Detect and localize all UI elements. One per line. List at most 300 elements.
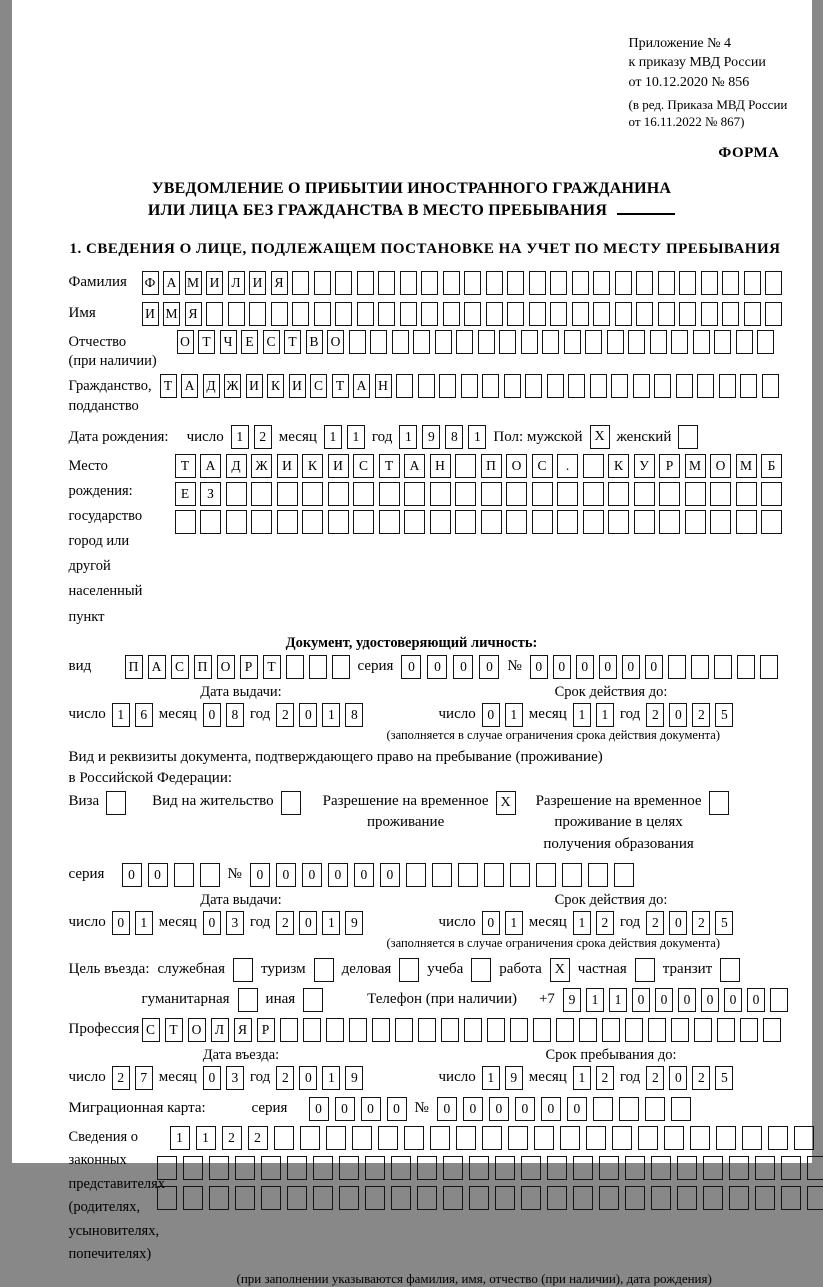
char-cell[interactable]: 1: [609, 988, 627, 1012]
char-cell[interactable]: [484, 863, 504, 887]
char-cell[interactable]: [335, 302, 352, 326]
char-cell[interactable]: [547, 1156, 567, 1180]
char-cell[interactable]: [654, 374, 671, 398]
char-cell[interactable]: [608, 510, 629, 534]
char-cell[interactable]: [455, 454, 476, 478]
char-cell[interactable]: [693, 330, 710, 354]
char-cell[interactable]: 0: [354, 863, 374, 887]
char-cell[interactable]: 8: [445, 425, 463, 449]
char-cell[interactable]: 1: [586, 988, 604, 1012]
char-cell[interactable]: [379, 510, 400, 534]
char-cell[interactable]: [339, 1186, 359, 1210]
char-cell[interactable]: Д: [226, 454, 247, 478]
char-cell[interactable]: 2: [276, 703, 294, 727]
char-cell[interactable]: [532, 510, 553, 534]
char-cell[interactable]: [717, 1018, 735, 1042]
char-cell[interactable]: [506, 482, 527, 506]
char-cell[interactable]: [175, 510, 196, 534]
char-cell[interactable]: У: [634, 454, 655, 478]
char-cell[interactable]: В: [306, 330, 323, 354]
char-cell[interactable]: [183, 1156, 203, 1180]
char-cell[interactable]: [313, 1186, 333, 1210]
char-cell[interactable]: Т: [175, 454, 196, 478]
char-cell[interactable]: [417, 1186, 437, 1210]
char-cell[interactable]: [300, 1126, 320, 1150]
char-cell[interactable]: [481, 510, 502, 534]
char-cell[interactable]: 1: [322, 703, 340, 727]
char-cell[interactable]: [478, 330, 495, 354]
char-cell[interactable]: [648, 1018, 666, 1042]
char-cell[interactable]: [701, 271, 718, 295]
char-cell[interactable]: [671, 330, 688, 354]
char-cell[interactable]: [365, 1156, 385, 1180]
char-cell[interactable]: [636, 271, 653, 295]
char-cell[interactable]: [507, 271, 524, 295]
char-cell[interactable]: О: [710, 454, 731, 478]
char-cell[interactable]: Р: [240, 655, 258, 679]
char-cell[interactable]: 1: [482, 1066, 500, 1090]
char-cell[interactable]: [722, 302, 739, 326]
char-cell[interactable]: [292, 302, 309, 326]
char-cell[interactable]: 1: [112, 703, 130, 727]
purpose-tourism-checkbox[interactable]: [314, 958, 334, 982]
char-cell[interactable]: Н: [430, 454, 451, 478]
char-cell[interactable]: Р: [257, 1018, 275, 1042]
char-cell[interactable]: [590, 374, 607, 398]
char-cell[interactable]: 1: [196, 1126, 216, 1150]
char-cell[interactable]: 0: [427, 655, 447, 679]
char-cell[interactable]: 2: [222, 1126, 242, 1150]
char-cell[interactable]: 2: [276, 1066, 294, 1090]
char-cell[interactable]: Ф: [142, 271, 159, 295]
char-cell[interactable]: [651, 1156, 671, 1180]
char-cell[interactable]: [744, 302, 761, 326]
char-cell[interactable]: 9: [422, 425, 440, 449]
char-cell[interactable]: [464, 1018, 482, 1042]
char-cell[interactable]: [736, 482, 757, 506]
char-cell[interactable]: [521, 1186, 541, 1210]
char-cell[interactable]: [781, 1156, 801, 1180]
char-cell[interactable]: М: [163, 302, 180, 326]
char-cell[interactable]: О: [327, 330, 344, 354]
char-cell[interactable]: Я: [185, 302, 202, 326]
purpose-official-checkbox[interactable]: [233, 958, 253, 982]
char-cell[interactable]: [536, 863, 556, 887]
char-cell[interactable]: [506, 510, 527, 534]
char-cell[interactable]: [277, 510, 298, 534]
char-cell[interactable]: 1: [322, 911, 340, 935]
char-cell[interactable]: [737, 655, 755, 679]
char-cell[interactable]: А: [163, 271, 180, 295]
char-cell[interactable]: [714, 655, 732, 679]
char-cell[interactable]: [634, 482, 655, 506]
char-cell[interactable]: [690, 1126, 710, 1150]
char-cell[interactable]: А: [404, 454, 425, 478]
char-cell[interactable]: [430, 482, 451, 506]
char-cell[interactable]: [765, 302, 782, 326]
char-cell[interactable]: [499, 330, 516, 354]
char-cell[interactable]: [370, 330, 387, 354]
char-cell[interactable]: [353, 510, 374, 534]
char-cell[interactable]: [770, 988, 788, 1012]
char-cell[interactable]: 0: [203, 911, 221, 935]
char-cell[interactable]: [736, 510, 757, 534]
char-cell[interactable]: [744, 271, 761, 295]
char-cell[interactable]: [579, 1018, 597, 1042]
char-cell[interactable]: 0: [299, 911, 317, 935]
char-cell[interactable]: Т: [160, 374, 177, 398]
char-cell[interactable]: 0: [541, 1097, 561, 1121]
char-cell[interactable]: Е: [241, 330, 258, 354]
char-cell[interactable]: [292, 271, 309, 295]
char-cell[interactable]: [443, 1186, 463, 1210]
char-cell[interactable]: [439, 374, 456, 398]
char-cell[interactable]: 0: [655, 988, 673, 1012]
char-cell[interactable]: И: [246, 374, 263, 398]
char-cell[interactable]: 1: [573, 1066, 591, 1090]
char-cell[interactable]: [458, 863, 478, 887]
char-cell[interactable]: А: [148, 655, 166, 679]
char-cell[interactable]: [251, 482, 272, 506]
char-cell[interactable]: 0: [489, 1097, 509, 1121]
char-cell[interactable]: [608, 482, 629, 506]
char-cell[interactable]: [495, 1156, 515, 1180]
char-cell[interactable]: 1: [505, 703, 523, 727]
char-cell[interactable]: 2: [596, 911, 614, 935]
char-cell[interactable]: [504, 374, 521, 398]
char-cell[interactable]: [469, 1156, 489, 1180]
char-cell[interactable]: [507, 302, 524, 326]
char-cell[interactable]: [685, 482, 706, 506]
char-cell[interactable]: [313, 1156, 333, 1180]
char-cell[interactable]: 5: [715, 911, 733, 935]
char-cell[interactable]: [430, 510, 451, 534]
char-cell[interactable]: С: [142, 1018, 160, 1042]
char-cell[interactable]: 0: [678, 988, 696, 1012]
char-cell[interactable]: 7: [135, 1066, 153, 1090]
char-cell[interactable]: [464, 271, 481, 295]
char-cell[interactable]: Л: [228, 271, 245, 295]
char-cell[interactable]: М: [185, 271, 202, 295]
char-cell[interactable]: [209, 1186, 229, 1210]
char-cell[interactable]: [710, 482, 731, 506]
char-cell[interactable]: [736, 330, 753, 354]
char-cell[interactable]: К: [267, 374, 284, 398]
char-cell[interactable]: [357, 271, 374, 295]
char-cell[interactable]: И: [277, 454, 298, 478]
char-cell[interactable]: [510, 863, 530, 887]
char-cell[interactable]: 1: [324, 425, 342, 449]
char-cell[interactable]: [607, 330, 624, 354]
char-cell[interactable]: О: [188, 1018, 206, 1042]
char-cell[interactable]: [529, 271, 546, 295]
char-cell[interactable]: [602, 1018, 620, 1042]
char-cell[interactable]: 2: [276, 911, 294, 935]
char-cell[interactable]: 0: [530, 655, 548, 679]
char-cell[interactable]: 0: [276, 863, 296, 887]
char-cell[interactable]: [392, 330, 409, 354]
char-cell[interactable]: М: [685, 454, 706, 478]
char-cell[interactable]: 0: [203, 703, 221, 727]
char-cell[interactable]: [671, 1097, 691, 1121]
char-cell[interactable]: Т: [165, 1018, 183, 1042]
char-cell[interactable]: [740, 1018, 758, 1042]
char-cell[interactable]: К: [302, 454, 323, 478]
char-cell[interactable]: [326, 1126, 346, 1150]
char-cell[interactable]: [302, 482, 323, 506]
char-cell[interactable]: 0: [380, 863, 400, 887]
char-cell[interactable]: [157, 1156, 177, 1180]
temp-residence-checkbox[interactable]: X: [496, 791, 516, 815]
char-cell[interactable]: 0: [328, 863, 348, 887]
char-cell[interactable]: З: [200, 482, 221, 506]
char-cell[interactable]: [542, 330, 559, 354]
char-cell[interactable]: [729, 1186, 749, 1210]
char-cell[interactable]: [781, 1186, 801, 1210]
char-cell[interactable]: [572, 271, 589, 295]
purpose-transit-checkbox[interactable]: [720, 958, 740, 982]
char-cell[interactable]: [430, 1126, 450, 1150]
char-cell[interactable]: [677, 1186, 697, 1210]
char-cell[interactable]: [583, 482, 604, 506]
char-cell[interactable]: 1: [347, 425, 365, 449]
char-cell[interactable]: [249, 302, 266, 326]
char-cell[interactable]: [302, 510, 323, 534]
char-cell[interactable]: 9: [505, 1066, 523, 1090]
char-cell[interactable]: Я: [234, 1018, 252, 1042]
char-cell[interactable]: [679, 271, 696, 295]
char-cell[interactable]: 0: [632, 988, 650, 1012]
char-cell[interactable]: Т: [198, 330, 215, 354]
char-cell[interactable]: [761, 510, 782, 534]
char-cell[interactable]: [303, 1018, 321, 1042]
char-cell[interactable]: Т: [263, 655, 281, 679]
char-cell[interactable]: А: [181, 374, 198, 398]
char-cell[interactable]: 2: [646, 703, 664, 727]
char-cell[interactable]: [443, 302, 460, 326]
char-cell[interactable]: 0: [203, 1066, 221, 1090]
char-cell[interactable]: [573, 1186, 593, 1210]
char-cell[interactable]: 0: [335, 1097, 355, 1121]
char-cell[interactable]: Т: [332, 374, 349, 398]
char-cell[interactable]: [209, 1156, 229, 1180]
char-cell[interactable]: [400, 302, 417, 326]
char-cell[interactable]: 0: [747, 988, 765, 1012]
char-cell[interactable]: [556, 1018, 574, 1042]
char-cell[interactable]: [417, 1156, 437, 1180]
char-cell[interactable]: Ж: [251, 454, 272, 478]
char-cell[interactable]: [671, 1018, 689, 1042]
char-cell[interactable]: 0: [701, 988, 719, 1012]
char-cell[interactable]: [677, 1156, 697, 1180]
char-cell[interactable]: 1: [322, 1066, 340, 1090]
purpose-humanitarian-checkbox[interactable]: [238, 988, 258, 1012]
char-cell[interactable]: [314, 302, 331, 326]
char-cell[interactable]: [391, 1156, 411, 1180]
char-cell[interactable]: [794, 1126, 814, 1150]
char-cell[interactable]: 1: [135, 911, 153, 935]
char-cell[interactable]: [645, 1097, 665, 1121]
sex-female-checkbox[interactable]: [678, 425, 698, 449]
char-cell[interactable]: [807, 1156, 823, 1180]
char-cell[interactable]: [482, 374, 499, 398]
char-cell[interactable]: [235, 1156, 255, 1180]
char-cell[interactable]: Ж: [224, 374, 241, 398]
char-cell[interactable]: [277, 482, 298, 506]
char-cell[interactable]: [585, 330, 602, 354]
char-cell[interactable]: 1: [231, 425, 249, 449]
char-cell[interactable]: И: [142, 302, 159, 326]
char-cell[interactable]: [550, 271, 567, 295]
char-cell[interactable]: [357, 302, 374, 326]
char-cell[interactable]: [532, 482, 553, 506]
visa-checkbox[interactable]: [106, 791, 126, 815]
char-cell[interactable]: [694, 1018, 712, 1042]
char-cell[interactable]: [625, 1186, 645, 1210]
char-cell[interactable]: [722, 271, 739, 295]
char-cell[interactable]: [568, 374, 585, 398]
char-cell[interactable]: [157, 1186, 177, 1210]
char-cell[interactable]: [443, 271, 460, 295]
char-cell[interactable]: [455, 482, 476, 506]
char-cell[interactable]: [404, 482, 425, 506]
char-cell[interactable]: [335, 271, 352, 295]
char-cell[interactable]: [495, 1186, 515, 1210]
char-cell[interactable]: [650, 330, 667, 354]
char-cell[interactable]: [534, 1126, 554, 1150]
char-cell[interactable]: [701, 302, 718, 326]
char-cell[interactable]: [508, 1126, 528, 1150]
char-cell[interactable]: 0: [669, 703, 687, 727]
char-cell[interactable]: [261, 1156, 281, 1180]
char-cell[interactable]: 0: [299, 703, 317, 727]
char-cell[interactable]: [482, 1126, 502, 1150]
char-cell[interactable]: 0: [645, 655, 663, 679]
char-cell[interactable]: 5: [715, 703, 733, 727]
char-cell[interactable]: [226, 482, 247, 506]
char-cell[interactable]: [404, 510, 425, 534]
sex-male-checkbox[interactable]: X: [590, 425, 610, 449]
char-cell[interactable]: [274, 1126, 294, 1150]
char-cell[interactable]: 0: [302, 863, 322, 887]
char-cell[interactable]: [697, 374, 714, 398]
char-cell[interactable]: [651, 1186, 671, 1210]
char-cell[interactable]: [406, 863, 426, 887]
char-cell[interactable]: [365, 1186, 385, 1210]
char-cell[interactable]: О: [177, 330, 194, 354]
purpose-study-checkbox[interactable]: [471, 958, 491, 982]
char-cell[interactable]: 1: [573, 703, 591, 727]
char-cell[interactable]: 3: [226, 1066, 244, 1090]
char-cell[interactable]: [226, 510, 247, 534]
char-cell[interactable]: [372, 1018, 390, 1042]
char-cell[interactable]: [761, 482, 782, 506]
char-cell[interactable]: [659, 510, 680, 534]
char-cell[interactable]: 0: [515, 1097, 535, 1121]
char-cell[interactable]: 2: [112, 1066, 130, 1090]
char-cell[interactable]: [379, 482, 400, 506]
char-cell[interactable]: [309, 655, 327, 679]
char-cell[interactable]: [533, 1018, 551, 1042]
char-cell[interactable]: [352, 1126, 372, 1150]
char-cell[interactable]: [634, 510, 655, 534]
char-cell[interactable]: 9: [563, 988, 581, 1012]
char-cell[interactable]: П: [194, 655, 212, 679]
char-cell[interactable]: [391, 1186, 411, 1210]
char-cell[interactable]: [349, 1018, 367, 1042]
char-cell[interactable]: 0: [724, 988, 742, 1012]
char-cell[interactable]: [611, 374, 628, 398]
char-cell[interactable]: 0: [437, 1097, 457, 1121]
char-cell[interactable]: [755, 1186, 775, 1210]
char-cell[interactable]: [314, 271, 331, 295]
char-cell[interactable]: [685, 510, 706, 534]
char-cell[interactable]: [593, 302, 610, 326]
purpose-private-checkbox[interactable]: [635, 958, 655, 982]
char-cell[interactable]: [287, 1156, 307, 1180]
char-cell[interactable]: [768, 1126, 788, 1150]
char-cell[interactable]: 0: [463, 1097, 483, 1121]
purpose-work-checkbox[interactable]: X: [550, 958, 570, 982]
char-cell[interactable]: С: [353, 454, 374, 478]
char-cell[interactable]: Н: [375, 374, 392, 398]
char-cell[interactable]: 0: [361, 1097, 381, 1121]
char-cell[interactable]: [418, 374, 435, 398]
char-cell[interactable]: 0: [148, 863, 168, 887]
char-cell[interactable]: 2: [646, 911, 664, 935]
char-cell[interactable]: С: [263, 330, 280, 354]
char-cell[interactable]: [378, 1126, 398, 1150]
char-cell[interactable]: [529, 302, 546, 326]
char-cell[interactable]: [703, 1156, 723, 1180]
char-cell[interactable]: М: [736, 454, 757, 478]
char-cell[interactable]: [638, 1126, 658, 1150]
char-cell[interactable]: [599, 1186, 619, 1210]
char-cell[interactable]: [763, 1018, 781, 1042]
char-cell[interactable]: [619, 1097, 639, 1121]
char-cell[interactable]: Б: [761, 454, 782, 478]
char-cell[interactable]: [349, 330, 366, 354]
purpose-other-checkbox[interactable]: [303, 988, 323, 1012]
char-cell[interactable]: [765, 271, 782, 295]
char-cell[interactable]: 0: [112, 911, 130, 935]
char-cell[interactable]: [557, 510, 578, 534]
char-cell[interactable]: [729, 1156, 749, 1180]
char-cell[interactable]: [679, 302, 696, 326]
char-cell[interactable]: [716, 1126, 736, 1150]
char-cell[interactable]: [521, 330, 538, 354]
char-cell[interactable]: 2: [248, 1126, 268, 1150]
char-cell[interactable]: 9: [345, 911, 363, 935]
char-cell[interactable]: [521, 1156, 541, 1180]
char-cell[interactable]: [421, 302, 438, 326]
char-cell[interactable]: [633, 374, 650, 398]
char-cell[interactable]: 2: [254, 425, 272, 449]
char-cell[interactable]: [200, 510, 221, 534]
char-cell[interactable]: [456, 1126, 476, 1150]
char-cell[interactable]: [599, 1156, 619, 1180]
char-cell[interactable]: 0: [669, 911, 687, 935]
char-cell[interactable]: 0: [453, 655, 473, 679]
char-cell[interactable]: [625, 1156, 645, 1180]
char-cell[interactable]: [573, 1156, 593, 1180]
char-cell[interactable]: [615, 271, 632, 295]
char-cell[interactable]: 1: [170, 1126, 190, 1150]
char-cell[interactable]: О: [506, 454, 527, 478]
char-cell[interactable]: [486, 302, 503, 326]
char-cell[interactable]: [200, 863, 220, 887]
char-cell[interactable]: [636, 302, 653, 326]
